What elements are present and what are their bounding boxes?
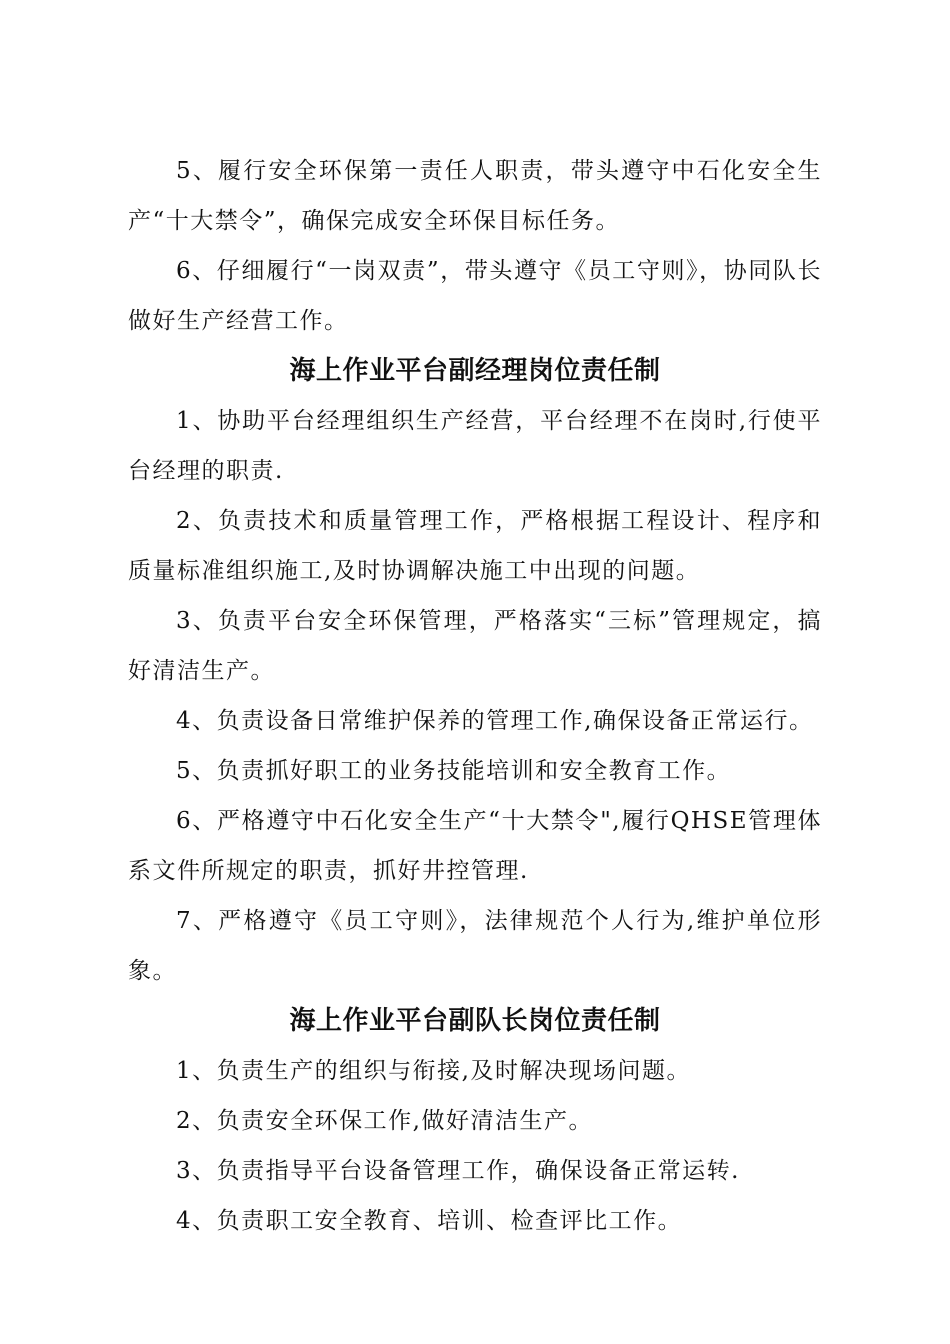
duty-item: 5、负责抓好职工的业务技能培训和安全教育工作。 (176, 758, 732, 784)
duty-item: 5、履行安全环保第一责任人职责，带头遵守中石化安全生产“十大禁令”，确保完成安全环保目标任务。 (128, 158, 822, 234)
duty-item: 2、负责安全环保工作,做好清洁生产。 (176, 1108, 593, 1134)
duty-item: 6、严格遵守中石化安全生产“十大禁令",履行QHSE管理体系文件所规定的职责，抓好井控管理. (128, 808, 822, 884)
duty-item: 1、负责生产的组织与衔接,及时解决现场问题。 (176, 1058, 691, 1084)
duty-item: 6、仔细履行“一岗双责”，带头遵守《员工守则》，协同队长做好生产经营工作。 (128, 258, 822, 334)
duty-item: 3、负责平台安全环保管理，严格落实“三标”管理规定，搞好清洁生产。 (128, 608, 822, 684)
duty-item: 3、负责指导平台设备管理工作，确保设备正常运转. (176, 1158, 740, 1184)
document-body (128, 146, 822, 1246)
section-title: 海上作业平台副经理岗位责任制 (289, 356, 661, 386)
section-title: 海上作业平台副队长岗位责任制 (289, 1006, 661, 1036)
duty-item: 4、负责职工安全教育、培训、检查评比工作。 (176, 1208, 683, 1234)
duty-item: 1、协助平台经理组织生产经营，平台经理不在岗时,行使平台经理的职责. (128, 408, 822, 484)
duty-item: 4、负责设备日常维护保养的管理工作,确保设备正常运行。 (176, 708, 814, 734)
duty-item: 2、负责技术和质量管理工作，严格根据工程设计、程序和质量标准组织施工,及时协调解决施工中出现的问题。 (128, 508, 822, 584)
intro-section (128, 146, 822, 346)
deputy-manager-section (128, 346, 822, 996)
deputy-captain-section (128, 996, 822, 1246)
duty-item: 7、严格遵守《员工守则》，法律规范个人行为,维护单位形象。 (128, 908, 822, 984)
